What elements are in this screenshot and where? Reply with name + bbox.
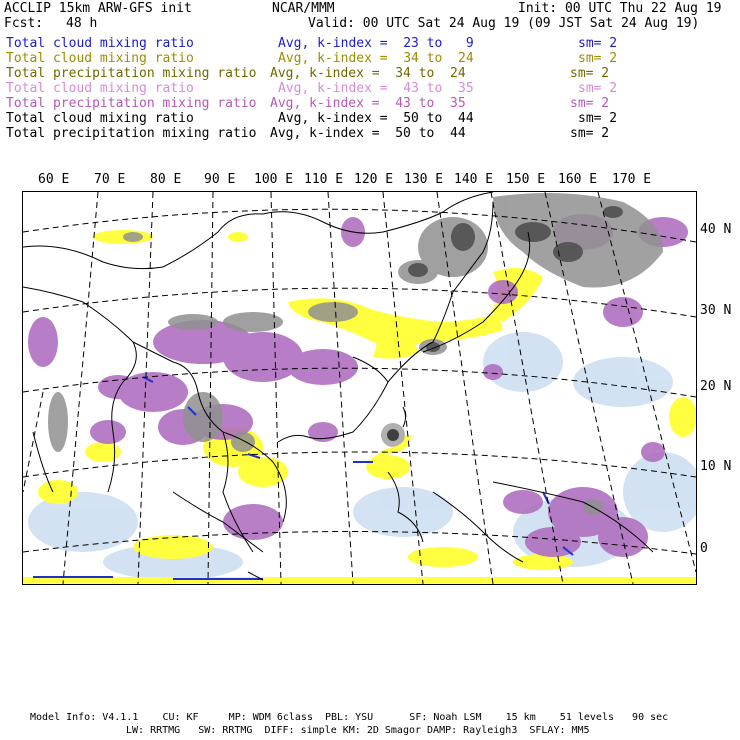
organization-label: NCAR/MMM bbox=[272, 1, 335, 16]
field-sm: sm= 2 bbox=[578, 111, 618, 126]
field-avg: Avg, k-index = 43 to 35 bbox=[270, 96, 466, 111]
field-avg: Avg, k-index = 50 to 44 bbox=[270, 126, 466, 141]
field-avg: Avg, k-index = 34 to 24 bbox=[270, 66, 466, 81]
field-sm: sm= 2 bbox=[578, 36, 618, 51]
lon-label: 170 E bbox=[612, 172, 652, 187]
lon-label: 100 E bbox=[254, 172, 294, 187]
lat-label: 30 N bbox=[700, 303, 732, 318]
field-name: Total precipitation mixing ratio bbox=[6, 126, 257, 141]
blue-precipitation bbox=[33, 377, 573, 579]
field-avg: Avg, k-index = 34 to 24 bbox=[278, 51, 474, 66]
lon-label: 70 E bbox=[94, 172, 126, 187]
lon-label: 60 E bbox=[38, 172, 70, 187]
lon-label: 150 E bbox=[506, 172, 546, 187]
field-name: Total cloud mixing ratio bbox=[6, 111, 194, 126]
lon-label: 110 E bbox=[304, 172, 344, 187]
map-canvas bbox=[23, 192, 696, 584]
forecast-hours: 48 h bbox=[66, 16, 98, 31]
init-time: Init: 00 UTC Thu 22 Aug 19 bbox=[518, 1, 722, 16]
lon-label: 90 E bbox=[204, 172, 236, 187]
lat-label: 0 bbox=[700, 541, 708, 556]
model-info-line2: LW: RRTMG SW: RRTMG DIFF: simple KM: 2D Smagor DAMP: Rayleigh3 SFLAY: MM5 bbox=[126, 725, 590, 736]
lat-label: 20 N bbox=[700, 379, 732, 394]
forecast-label: Fcst: bbox=[4, 16, 44, 31]
field-name: Total cloud mixing ratio bbox=[6, 51, 194, 66]
field-sm: sm= 2 bbox=[570, 96, 610, 111]
valid-time: Valid: 00 UTC Sat 24 Aug 19 (09 JST Sat 24 Aug 19) bbox=[308, 16, 700, 31]
lat-label: 40 N bbox=[700, 222, 732, 237]
field-avg: Avg, k-index = 23 to 9 bbox=[278, 36, 474, 51]
field-avg: Avg, k-index = 43 to 35 bbox=[278, 81, 474, 96]
field-name: Total cloud mixing ratio bbox=[6, 81, 194, 96]
field-name: Total precipitation mixing ratio bbox=[6, 66, 257, 81]
field-sm: sm= 2 bbox=[578, 81, 618, 96]
lon-label: 80 E bbox=[150, 172, 182, 187]
plot-title: ACCLIP 15km ARW-GFS init bbox=[4, 1, 192, 16]
map-panel bbox=[22, 191, 697, 585]
field-avg: Avg, k-index = 50 to 44 bbox=[278, 111, 474, 126]
field-sm: sm= 2 bbox=[570, 126, 610, 141]
lon-label: 160 E bbox=[558, 172, 598, 187]
field-sm: sm= 2 bbox=[578, 51, 618, 66]
field-name: Total precipitation mixing ratio bbox=[6, 96, 257, 111]
lon-label: 140 E bbox=[454, 172, 494, 187]
lat-label: 10 N bbox=[700, 459, 732, 474]
field-name: Total cloud mixing ratio bbox=[6, 36, 194, 51]
lon-label: 120 E bbox=[354, 172, 394, 187]
lon-label: 130 E bbox=[404, 172, 444, 187]
field-sm: sm= 2 bbox=[570, 66, 610, 81]
model-info-line1: Model Info: V4.1.1 CU: KF MP: WDM 6class PBL: YSU SF: Noah LSM 15 km 51 levels 90 sec bbox=[30, 712, 669, 723]
